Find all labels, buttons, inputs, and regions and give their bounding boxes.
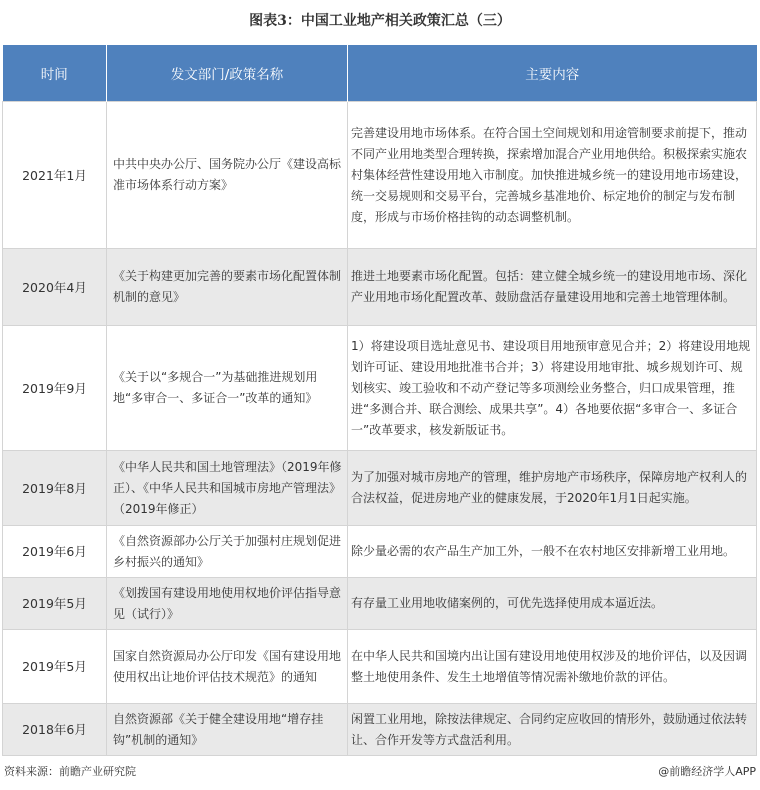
row-content: 闲置工业用地，除按法律规定、合同约定应收回的情形外，鼓励通过依法转让、合作开发等方式盘活利用。 <box>348 704 757 756</box>
source-note: 资料来源：前瞻产业研究院 <box>4 765 136 778</box>
row-content: 1）将建设项目选址意见书、建设项目用地预审意见合并；2）将建设用地规划许可证、建设用地批准书合并；3）将建设用地审批、城乡规划许可、规划核实、竣工验收和不动产登记等多项测绘业务整合，归口成果管理，推进“多测合并、联合测绘、成果共享”。4）各地要依据“多审合一、多证合一”改革要求，核发新版证书。 <box>348 326 757 451</box>
table-row <box>3 526 757 578</box>
row-document: 中共中央办公厅、国务院办公厅《建设高标准市场体系行动方案》 <box>107 102 348 249</box>
table-header-row <box>3 45 757 102</box>
row-document: 国家自然资源局办公厅印发《国有建设用地使用权出让地价评估技术规范》的通知 <box>107 630 348 704</box>
row-content: 完善建设用地市场体系。在符合国土空间规划和用途管制要求前提下，推动不同产业用地类型合理转换，探索增加混合产业用地供给。积极探索实施农村集体经营性建设用地入市制度。加快推进城乡统一的建设用地市场建设，统一交易规则和交易平台，完善城乡基准地价、标定地价的制定与发布制度，形成与市场价格挂钩的动态调整机制。 <box>348 102 757 249</box>
row-content: 在中华人民共和国境内出让国有建设用地使用权涉及的地价评估，以及因调整土地使用条件、发生土地增值等情况需补缴地价款的评估。 <box>348 630 757 704</box>
row-content: 有存量工业用地收储案例的，可优先选择使用成本逼近法。 <box>348 578 757 630</box>
table-row <box>3 630 757 704</box>
row-document: 《关于以“多规合一”为基础推进规划用地“多审合一、多证合一”改革的通知》 <box>107 326 348 451</box>
policy-table <box>2 45 757 756</box>
row-content: 除少量必需的农产品生产加工外，一般不在农村地区安排新增工业用地。 <box>348 526 757 578</box>
credit-note: @前瞻经济学人APP <box>658 765 756 778</box>
row-time: 2019年5月 <box>3 630 107 704</box>
row-time: 2020年4月 <box>3 249 107 326</box>
row-document: 《自然资源部办公厅关于加强村庄规划促进乡村振兴的通知》 <box>107 526 348 578</box>
header-time: 时间 <box>3 45 107 102</box>
table-row <box>3 451 757 526</box>
header-document: 发文部门/政策名称 <box>107 45 348 102</box>
row-content: 为了加强对城市房地产的管理，维护房地产市场秩序，保障房地产权利人的合法权益，促进房地产业的健康发展，于2020年1月1日起实施。 <box>348 451 757 526</box>
row-time: 2018年6月 <box>3 704 107 756</box>
row-content: 推进土地要素市场化配置。包括：建立健全城乡统一的建设用地市场、深化产业用地市场化配置改革、鼓励盘活存量建设用地和完善土地管理体制。 <box>348 249 757 326</box>
table-row <box>3 326 757 451</box>
row-document: 《关于构建更加完善的要素市场化配置体制机制的意见》 <box>107 249 348 326</box>
table-row <box>3 102 757 249</box>
table-row <box>3 704 757 756</box>
table-row <box>3 249 757 326</box>
row-document: 《划拨国有建设用地使用权地价评估指导意见（试行）》 <box>107 578 348 630</box>
row-time: 2019年6月 <box>3 526 107 578</box>
row-document: 自然资源部《关于健全建设用地“增存挂钩”机制的通知》 <box>107 704 348 756</box>
row-time: 2019年9月 <box>3 326 107 451</box>
page-title: 图表3：中国工业地产相关政策汇总（三） <box>249 13 511 29</box>
row-document: 《中华人民共和国土地管理法》（2019年修正）、《中华人民共和国城市房地产管理法》（2019年修正） <box>107 451 348 526</box>
row-time: 2021年1月 <box>3 102 107 249</box>
header-content: 主要内容 <box>348 45 757 102</box>
row-time: 2019年8月 <box>3 451 107 526</box>
table-row <box>3 578 757 630</box>
row-time: 2019年5月 <box>3 578 107 630</box>
